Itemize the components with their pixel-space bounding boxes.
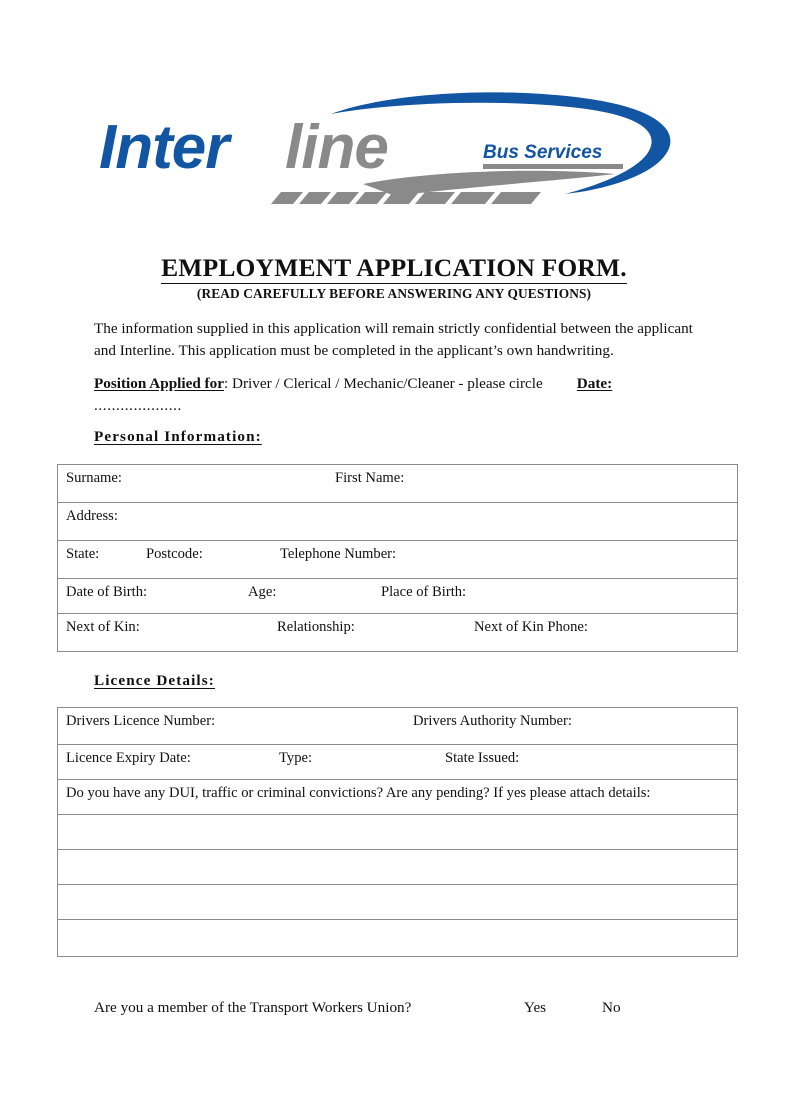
licence-details-table-body <box>58 708 738 957</box>
table-cell[interactable] <box>58 780 738 815</box>
page-title <box>0 253 788 283</box>
logo-tagline: Bus Services <box>483 142 603 163</box>
position-options: : Driver / Clerical / Mechanic/Cleaner - please circle <box>223 375 543 392</box>
table-row <box>58 745 738 780</box>
table-cell[interactable] <box>58 745 738 780</box>
table-cell[interactable] <box>58 920 738 957</box>
personal-information-table <box>57 464 738 652</box>
logo-tagline-underline <box>483 164 623 169</box>
logo-text-line: line <box>285 113 388 182</box>
table-cell[interactable] <box>58 885 738 920</box>
field-label: First Name: <box>335 470 405 486</box>
table-cell[interactable] <box>58 614 738 652</box>
table-row <box>58 579 738 614</box>
field-label: State: <box>66 546 100 562</box>
table-row <box>58 465 738 503</box>
table-cell[interactable] <box>58 579 738 614</box>
table-row <box>58 815 738 850</box>
date-input-line[interactable]: .................... <box>94 397 182 414</box>
date-label: Date: <box>576 375 613 392</box>
table-cell[interactable] <box>58 708 738 745</box>
field-label: Age: <box>248 584 277 600</box>
section-heading-licence-details: Licence Details: <box>94 672 215 689</box>
position-applied-label: Position Applied for <box>94 375 224 392</box>
table-row <box>58 503 738 541</box>
field-label: Next of Kin Phone: <box>474 619 588 635</box>
table-row <box>58 614 738 652</box>
table-row <box>58 780 738 815</box>
interline-bus-services-logo <box>95 92 687 204</box>
table-row <box>58 708 738 745</box>
field-label: Postcode: <box>146 546 203 562</box>
table-row <box>58 850 738 885</box>
field-label: Place of Birth: <box>381 584 467 600</box>
union-question-label: Are you a member of the Transport Workers Union? <box>94 999 412 1016</box>
field-label: Next of Kin: <box>66 619 140 635</box>
table-cell[interactable] <box>58 815 738 850</box>
logo-banner <box>95 92 687 204</box>
union-answer-yes[interactable]: Yes <box>524 999 547 1016</box>
field-label: Telephone Number: <box>280 546 397 562</box>
field-label: State Issued: <box>445 750 520 766</box>
union-answer-no[interactable]: No <box>602 999 621 1016</box>
field-label: Surname: <box>66 470 122 486</box>
field-label: Type: <box>279 750 313 766</box>
intro-paragraph: The information supplied in this application will remain strictly confidential between the applicant and Interline. This application must be completed in the applicant’s own handwriting. <box>94 320 693 359</box>
page-title-text: EMPLOYMENT APPLICATION FORM. <box>161 253 627 282</box>
table-cell[interactable] <box>58 503 738 541</box>
position-applied-line <box>94 373 734 416</box>
table-cell[interactable] <box>58 850 738 885</box>
table-cell[interactable] <box>58 465 738 503</box>
field-label: Drivers Licence Number: <box>66 713 216 729</box>
section-heading-personal-information: Personal Information: <box>94 428 262 445</box>
field-label: Date of Birth: <box>66 584 148 600</box>
field-label: Licence Expiry Date: <box>66 750 191 766</box>
field-label: Do you have any DUI, traffic or criminal convictions? Are any pending? If yes please attach details: <box>66 785 651 801</box>
table-row <box>58 885 738 920</box>
field-label: Relationship: <box>277 619 355 635</box>
personal-information-table-body <box>58 465 738 652</box>
table-cell[interactable] <box>58 541 738 579</box>
table-row <box>58 920 738 957</box>
licence-details-table <box>57 707 738 957</box>
logo-speed-lines <box>271 192 541 204</box>
page-subtitle: (READ CAREFULLY BEFORE ANSWERING ANY QUESTIONS) <box>196 286 592 301</box>
field-label: Address: <box>66 508 118 524</box>
logo-text-inter: Inter <box>99 113 229 182</box>
table-row <box>58 541 738 579</box>
field-label: Drivers Authority Number: <box>413 713 572 729</box>
